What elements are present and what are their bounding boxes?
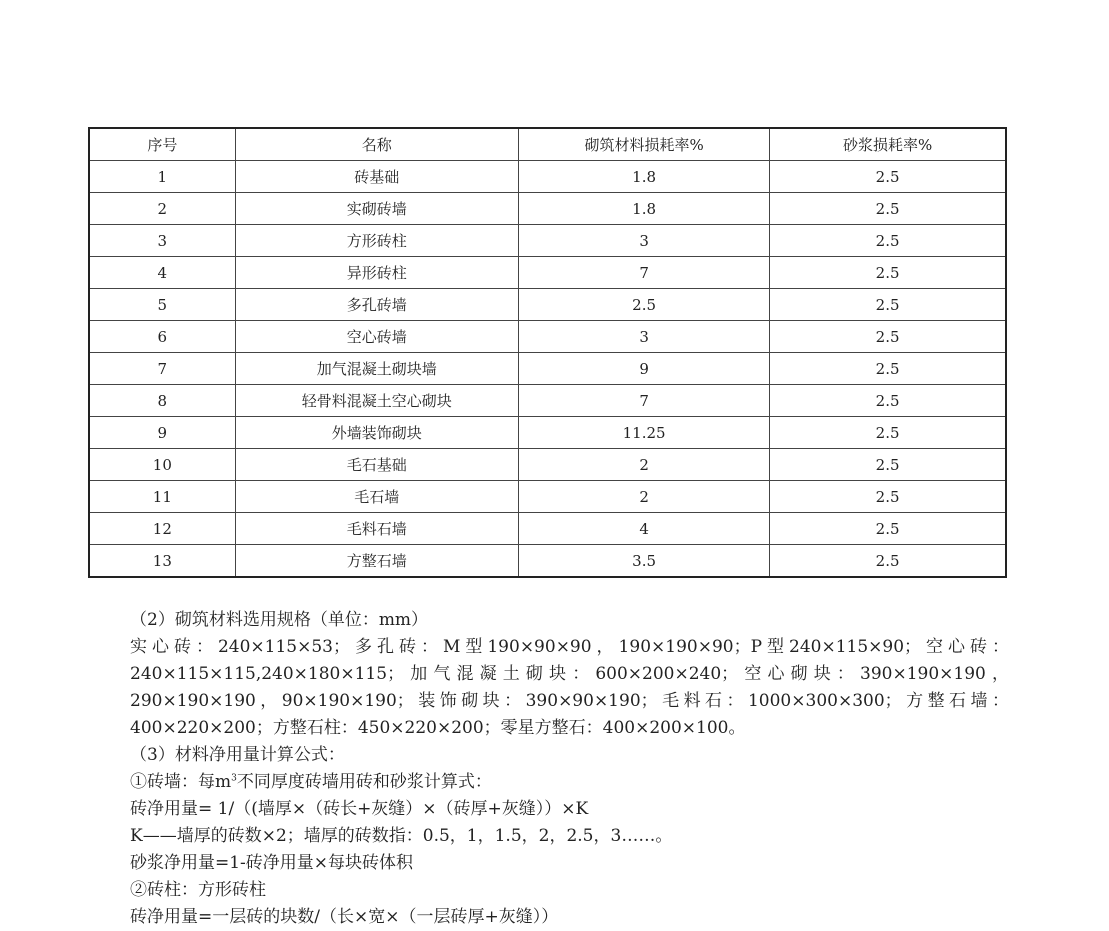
row-index-cell: 13 <box>89 545 235 578</box>
table-row <box>89 321 1006 353</box>
header-mortar-loss: 砂浆损耗率% <box>770 128 1006 161</box>
table-row <box>89 513 1006 545</box>
row-masonry-loss-cell: 7 <box>518 257 769 289</box>
row-index-cell: 1 <box>89 161 235 193</box>
table-row <box>89 353 1006 385</box>
row-masonry-loss-cell: 9 <box>518 353 769 385</box>
row-mortar-loss-cell: 2.5 <box>770 513 1006 545</box>
table-row <box>89 385 1006 417</box>
row-name-cell: 空心砖墙 <box>235 321 518 353</box>
brick-column-line: ②砖柱：方形砖柱 <box>130 880 266 900</box>
row-mortar-loss-cell: 2.5 <box>770 449 1006 481</box>
row-mortar-loss-cell: 2.5 <box>770 321 1006 353</box>
row-masonry-loss-cell: 2 <box>518 481 769 513</box>
row-name-cell: 毛石墙 <box>235 481 518 513</box>
brick-wall-suffix: 不同厚度砖墙用砖和砂浆计算式： <box>236 772 492 792</box>
header-masonry-loss: 砌筑材料损耗率% <box>518 128 769 161</box>
row-mortar-loss-cell: 2.5 <box>770 481 1006 513</box>
section2-body: 实心砖：240×115×53；多孔砖：M型190×90×90，190×190×90；P型240×115×90；空心砖：240×115×115,240×180×115；加气混凝土砌块：600×200×240；空心砌块：390×190×190，290×190×190，90×190×190；装饰砌块：390×90×190；毛料石：1000×300×300；方整石墙：400×220×200；方整石柱：450×220×200；零星方整石：400×200×100。 <box>130 637 1009 738</box>
spec-text-block <box>88 607 1009 931</box>
row-masonry-loss-cell: 7 <box>518 385 769 417</box>
brick-wall-line <box>88 769 1009 796</box>
section3-heading: （3）材料净用量计算公式： <box>130 745 345 765</box>
table-row <box>89 225 1006 257</box>
row-mortar-loss-cell: 2.5 <box>770 545 1006 578</box>
partial-formula-line: 砖净用量=一层砖的块数/（长×宽×（一层砖厚+灰缝）） <box>130 907 559 927</box>
row-masonry-loss-cell: 2.5 <box>518 289 769 321</box>
k-definition: K——墙厚的砖数×2；墙厚的砖数指：0.5，1，1.5，2，2.5，3……。 <box>130 826 673 846</box>
row-name-cell: 毛料石墙 <box>235 513 518 545</box>
row-name-cell: 方整石墙 <box>235 545 518 578</box>
row-index-cell: 9 <box>89 417 235 449</box>
table-row <box>89 289 1006 321</box>
section2-heading: （2）砌筑材料选用规格（单位：mm） <box>130 610 429 630</box>
row-mortar-loss-cell: 2.5 <box>770 225 1006 257</box>
table-row <box>89 481 1006 513</box>
row-masonry-loss-cell: 3 <box>518 225 769 257</box>
row-masonry-loss-cell: 1.8 <box>518 161 769 193</box>
row-index-cell: 7 <box>89 353 235 385</box>
table-row <box>89 545 1006 578</box>
row-masonry-loss-cell: 3 <box>518 321 769 353</box>
table-row <box>89 161 1006 193</box>
row-masonry-loss-cell: 2 <box>518 449 769 481</box>
row-mortar-loss-cell: 2.5 <box>770 161 1006 193</box>
table-header-row <box>89 128 1006 161</box>
row-masonry-loss-cell: 11.25 <box>518 417 769 449</box>
row-name-cell: 多孔砖墙 <box>235 289 518 321</box>
header-name: 名称 <box>235 128 518 161</box>
row-mortar-loss-cell: 2.5 <box>770 257 1006 289</box>
table-row <box>89 257 1006 289</box>
row-index-cell: 10 <box>89 449 235 481</box>
row-mortar-loss-cell: 2.5 <box>770 289 1006 321</box>
row-name-cell: 外墙装饰砌块 <box>235 417 518 449</box>
row-name-cell: 方形砖柱 <box>235 225 518 257</box>
brick-net-formula: 砖净用量= 1/（(墙厚×（砖长+灰缝）×（砖厚+灰缝））×K <box>130 799 589 819</box>
row-index-cell: 3 <box>89 225 235 257</box>
table-row <box>89 417 1006 449</box>
row-name-cell: 加气混凝土砌块墙 <box>235 353 518 385</box>
mortar-net-formula: 砂浆净用量=1-砖净用量×每块砖体积 <box>130 853 414 873</box>
row-index-cell: 11 <box>89 481 235 513</box>
row-mortar-loss-cell: 2.5 <box>770 193 1006 225</box>
row-index-cell: 8 <box>89 385 235 417</box>
cubic-superscript: 3 <box>231 773 237 784</box>
row-name-cell: 毛石基础 <box>235 449 518 481</box>
row-index-cell: 4 <box>89 257 235 289</box>
table-row <box>89 449 1006 481</box>
brick-wall-prefix: ①砖墙：每m <box>130 772 232 792</box>
row-mortar-loss-cell: 2.5 <box>770 353 1006 385</box>
row-index-cell: 12 <box>89 513 235 545</box>
row-name-cell: 轻骨料混凝土空心砌块 <box>235 385 518 417</box>
row-index-cell: 5 <box>89 289 235 321</box>
material-loss-rate-table <box>88 127 1007 578</box>
row-masonry-loss-cell: 3.5 <box>518 545 769 578</box>
row-mortar-loss-cell: 2.5 <box>770 385 1006 417</box>
row-index-cell: 6 <box>89 321 235 353</box>
row-mortar-loss-cell: 2.5 <box>770 417 1006 449</box>
row-name-cell: 实砌砖墙 <box>235 193 518 225</box>
row-masonry-loss-cell: 4 <box>518 513 769 545</box>
row-masonry-loss-cell: 1.8 <box>518 193 769 225</box>
table-row <box>89 193 1006 225</box>
row-name-cell: 砖基础 <box>235 161 518 193</box>
header-index: 序号 <box>89 128 235 161</box>
row-name-cell: 异形砖柱 <box>235 257 518 289</box>
row-index-cell: 2 <box>89 193 235 225</box>
